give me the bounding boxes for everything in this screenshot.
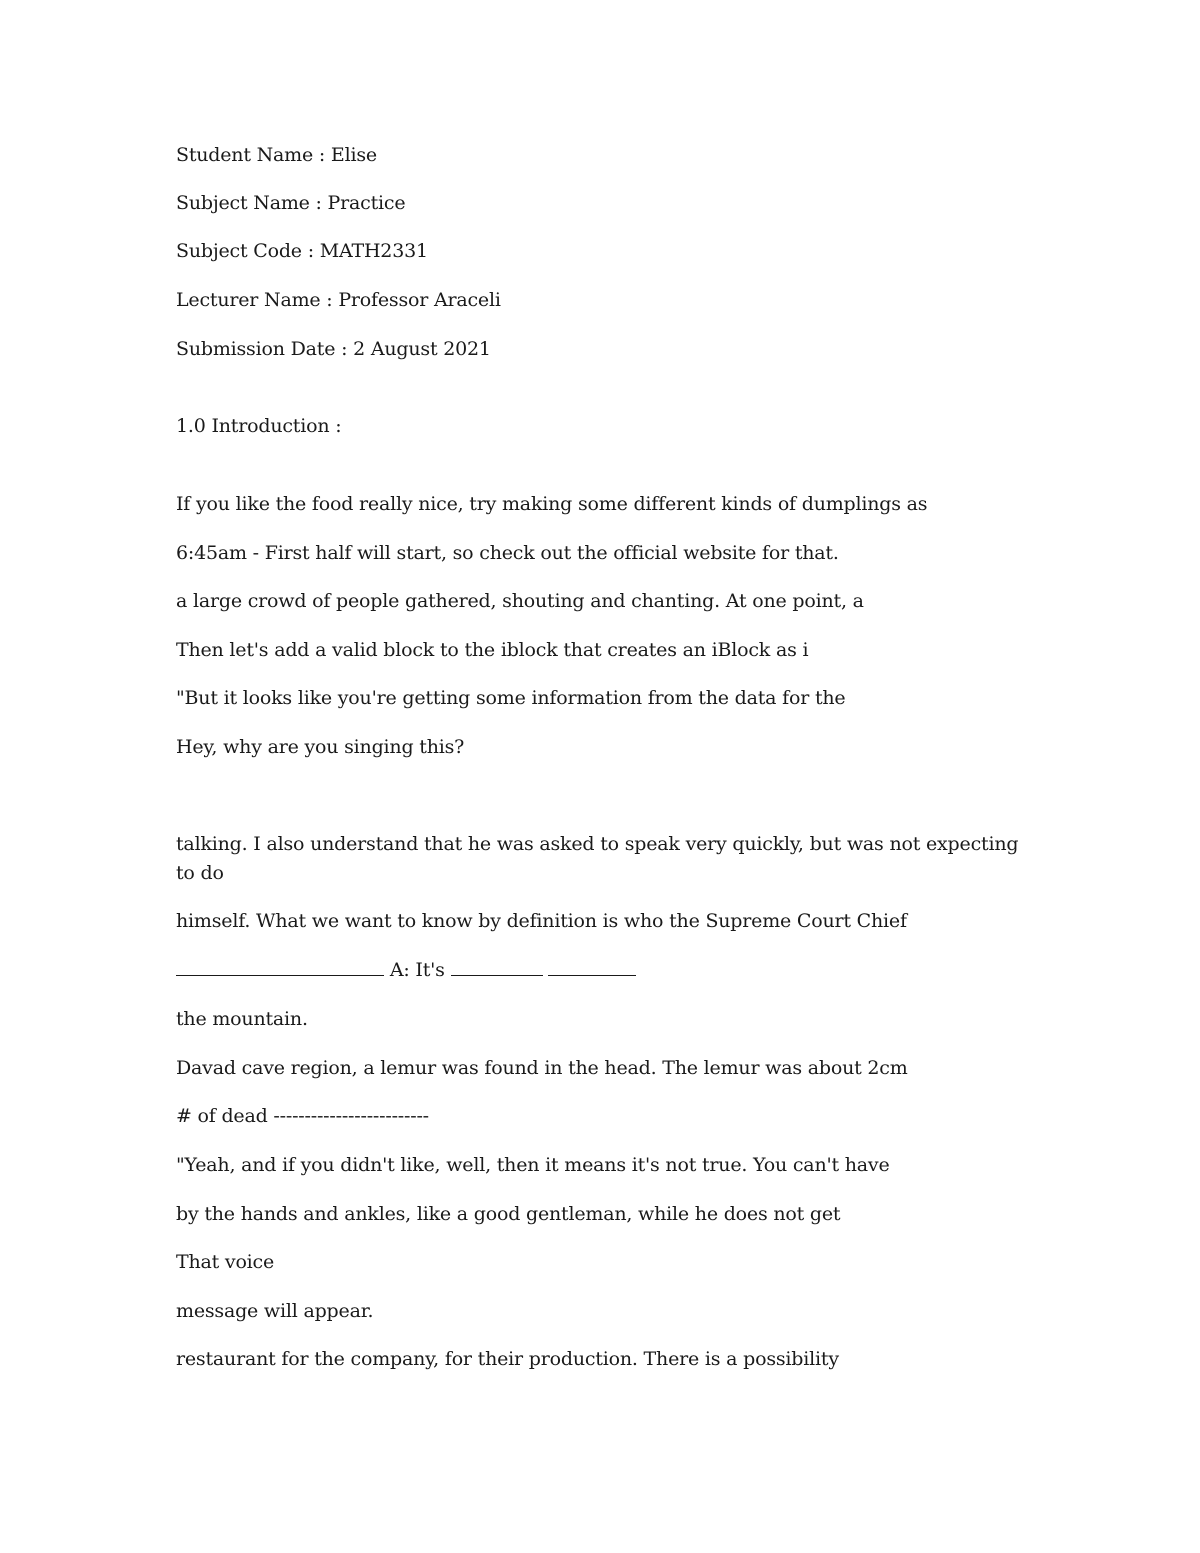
fill-in-text: A: It's — [389, 959, 445, 981]
answer-blank — [548, 957, 636, 976]
answer-blank — [176, 957, 384, 976]
section-heading: 1.0 Introduction : — [176, 415, 342, 437]
paragraph-line: Then let's add a valid block to the iblock that creates an iBlock as i — [176, 639, 809, 661]
paragraph-line: That voice — [176, 1251, 275, 1273]
paragraph-line: "Yeah, and if you didn't like, well, then it means it's not true. You can't have — [176, 1154, 890, 1176]
subject-code: Subject Code : MATH2331 — [176, 240, 428, 262]
submission-date: Submission Date : 2 August 2021 — [176, 338, 491, 360]
paragraph-line: restaurant for the company, for their production. There is a possibility — [176, 1348, 839, 1370]
fill-in-line — [176, 956, 1036, 985]
lecturer-name: Lecturer Name : Professor Araceli — [176, 289, 501, 311]
paragraph-line: "But it looks like you're getting some information from the data for the — [176, 687, 846, 709]
paragraph-line: the mountain. — [176, 1008, 308, 1030]
answer-blank — [451, 957, 543, 976]
paragraph-line: talking. I also understand that he was asked to speak very quickly, but was not expecting to do — [176, 833, 1019, 884]
paragraph-line: a large crowd of people gathered, shouting and chanting. At one point, a — [176, 590, 864, 612]
paragraph-line: If you like the food really nice, try making some different kinds of dumplings as — [176, 493, 928, 515]
paragraph-line: message will appear. — [176, 1300, 374, 1322]
paragraph-line: by the hands and ankles, like a good gentleman, while he does not get — [176, 1203, 841, 1225]
student-name: Student Name : Elise — [176, 144, 377, 166]
paragraph-line: himself. What we want to know by definition is who the Supreme Court Chief — [176, 910, 907, 932]
subject-name: Subject Name : Practice — [176, 192, 406, 214]
paragraph-line: Hey, why are you singing this? — [176, 736, 465, 758]
paragraph-line: Davad cave region, a lemur was found in the head. The lemur was about 2cm — [176, 1057, 908, 1079]
paragraph-line: 6:45am - First half will start, so check out the official website for that. — [176, 542, 839, 564]
paragraph-line: # of dead ------------------------- — [176, 1105, 429, 1127]
